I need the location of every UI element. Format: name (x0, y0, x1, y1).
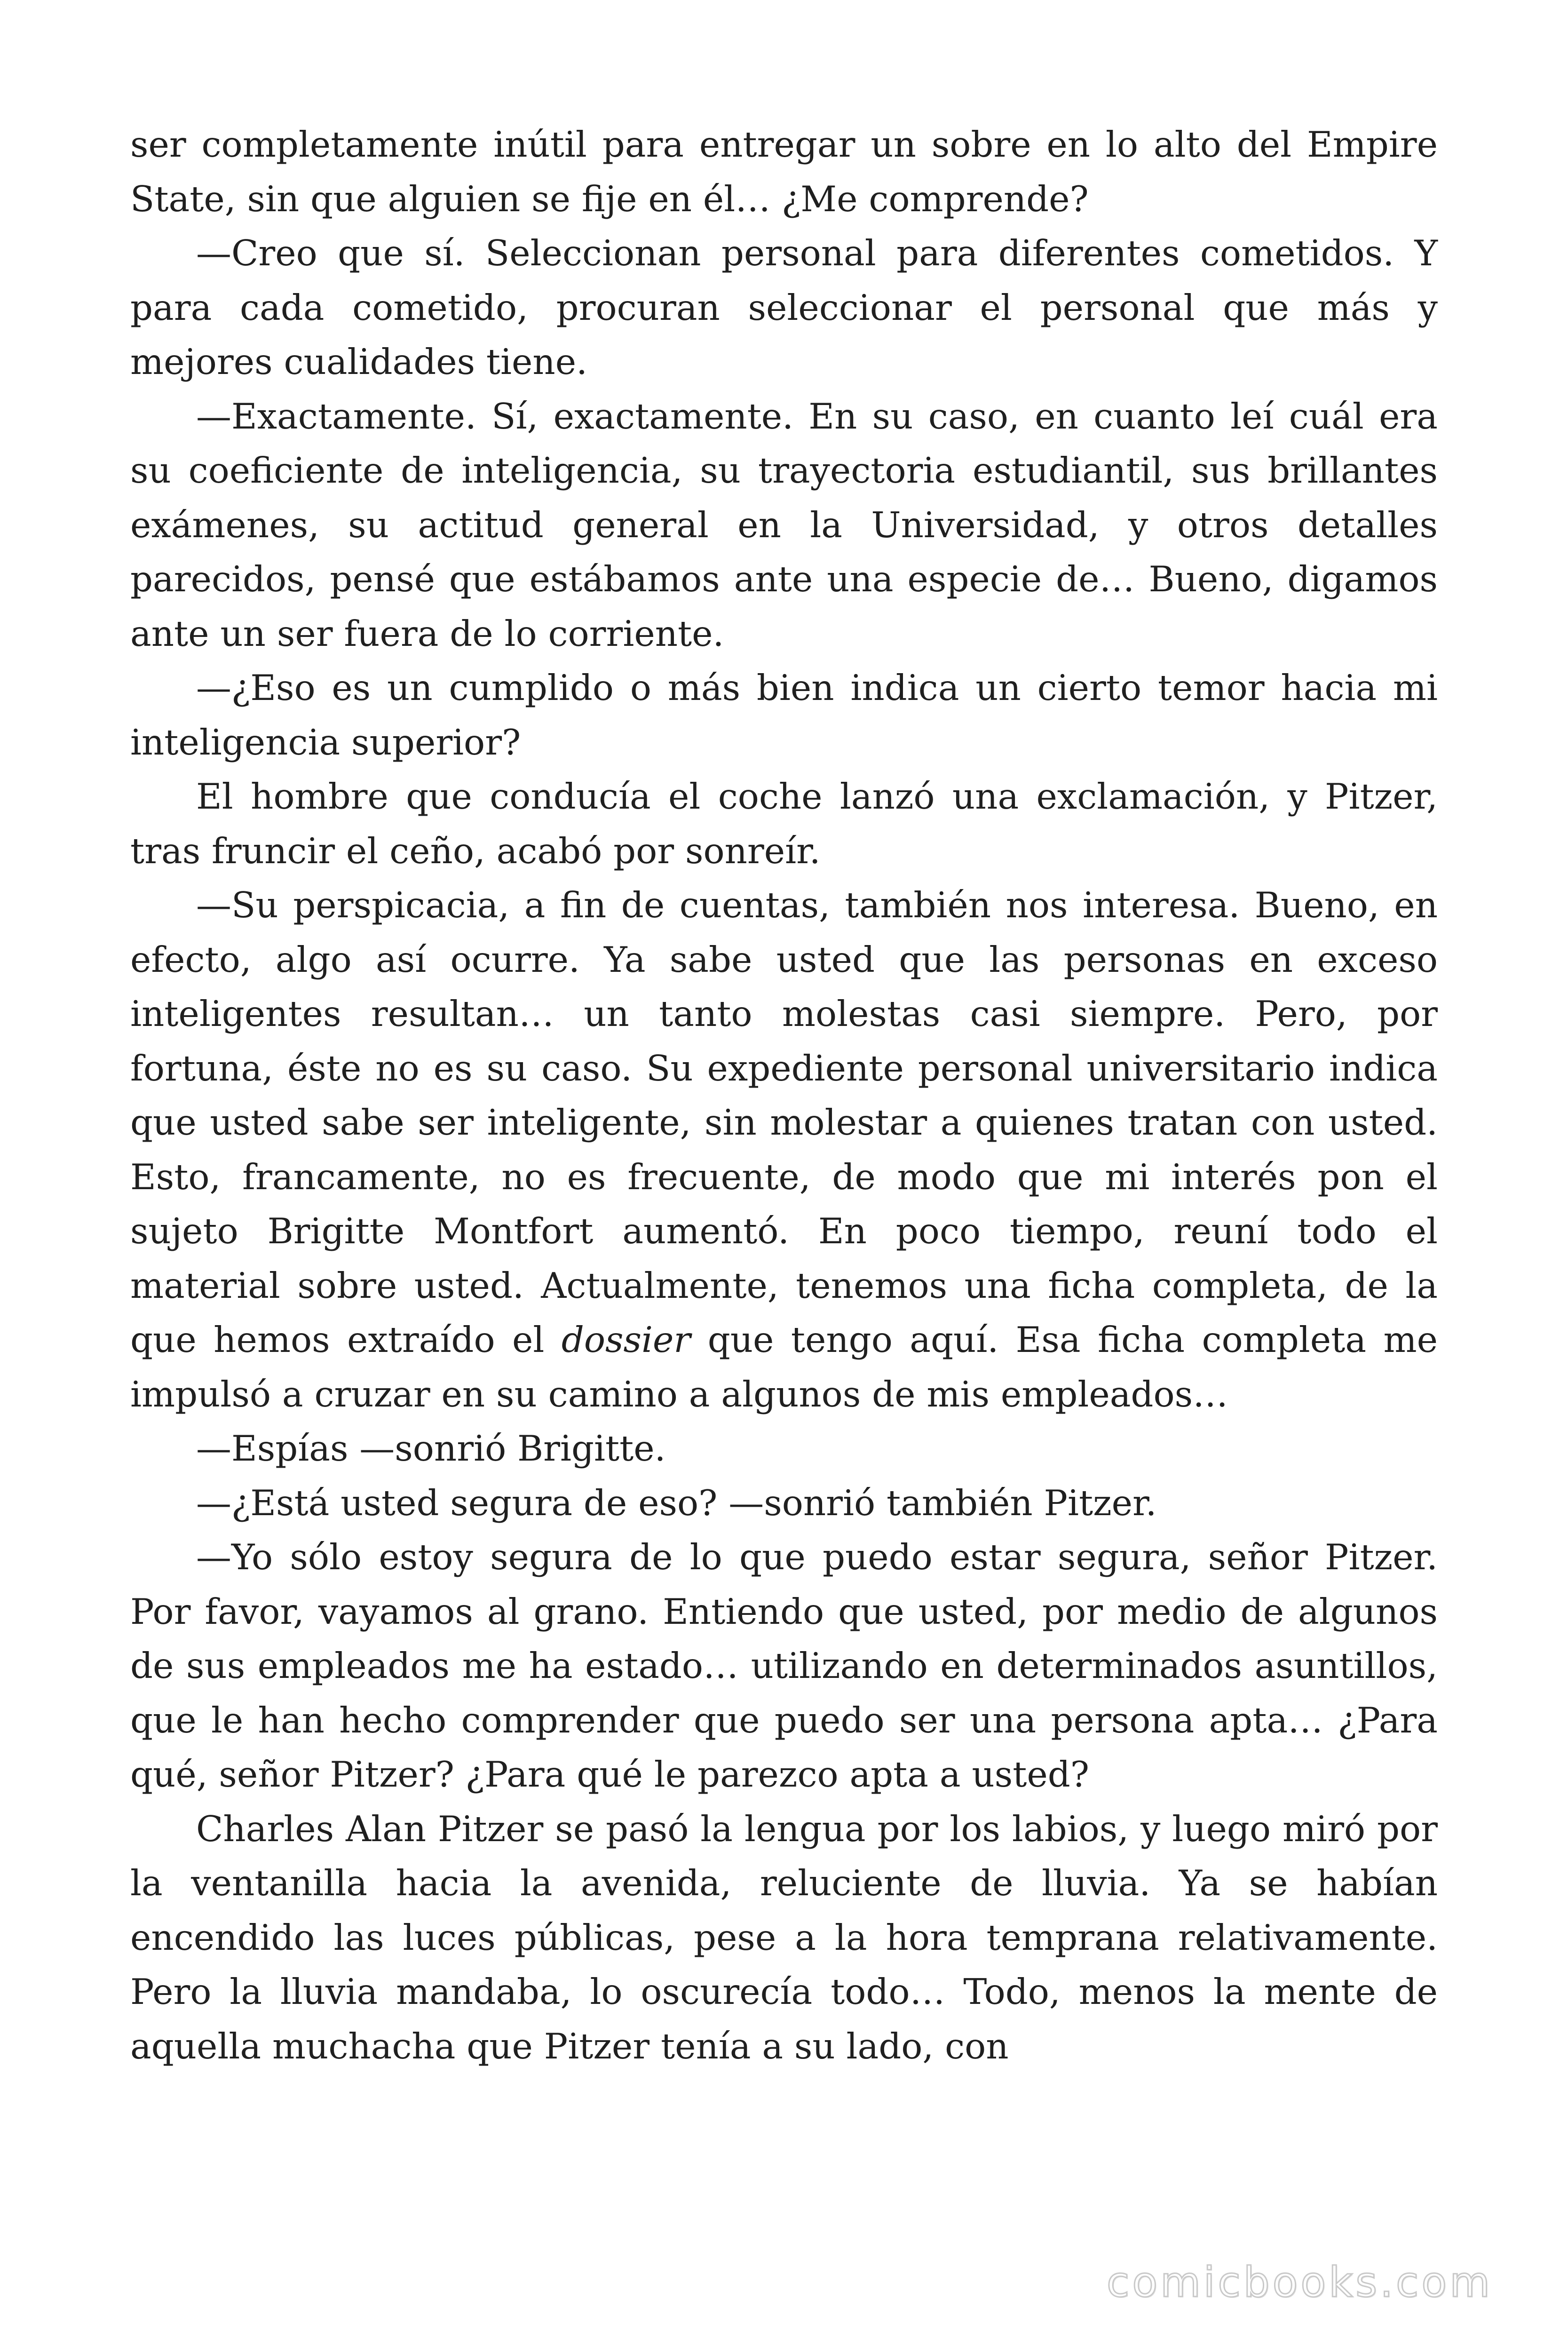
paragraph-1: ser completamente inútil para entregar un sobre en lo alto del Empire State, sin que alguien se fije en él… ¿Me comprende? (130, 124, 1438, 220)
paragraph-7: —Espías —sonrió Brigitte. (196, 1428, 666, 1469)
paragraph-3: —Exactamente. Sí, exactamente. En su caso, en cuanto leí cuál era su coeficiente de inteligencia, su trayectoria estudiantil, sus brillantes exámenes, su actitud general en la Universidad, y otros detalles parecidos, pensé que estábamos ante una especie de… Bueno, digamos ante un ser fuera de lo corriente. (130, 395, 1438, 654)
site-watermark: comicbooks.com (1106, 2258, 1493, 2306)
paragraph-2: —Creo que sí. Seleccionan personal para diferentes cometidos. Y para cada cometido, procuran seleccionar el personal que más y mejores cualidades tiene. (130, 232, 1438, 382)
paragraph-6-text-end: que tengo aquí. Esa ficha completa me impulsó a cruzar en su camino a algunos de mis empleados… (130, 1319, 1438, 1415)
paragraph-6-text-start: —Su perspicacia, a fin de cuentas, también nos interesa. Bueno, en efecto, algo así ocurre. Ya sabe usted que las personas en exceso inteligentes resultan… un tanto molestas casi siempre. Pero, por fortuna, éste no es su caso. Su expediente personal universitario indica que usted sabe ser inteligente, sin molestar a quienes tratan con usted. Esto, francamente, no es frecuente, de modo que mi interés pon el sujeto Brigitte Montfort aumentó. En poco tiempo, reuní todo el material sobre usted. Actualmente, tenemos una ficha completa, de la que hemos extraído el (130, 884, 1438, 1360)
paragraph-4: —¿Eso es un cumplido o más bien indica un cierto temor hacia mi inteligencia superior? (130, 667, 1438, 763)
book-page-body (130, 118, 1438, 2074)
paragraph-9: —Yo sólo estoy segura de lo que puedo estar segura, señor Pitzer. Por favor, vayamos al grano. Entiendo que usted, por medio de algunos de sus empleados me ha estado… utilizando en determinados asuntillos, que le han hecho comprender que puedo ser una persona apta… ¿Para qué, señor Pitzer? ¿Para qué le parezco apta a usted? (130, 1536, 1438, 1795)
paragraph-6-italic-word: dossier (561, 1319, 691, 1360)
paragraph-10: Charles Alan Pitzer se pasó la lengua por los labios, y luego miró por la ventanilla hacia la avenida, reluciente de lluvia. Ya se habían encendido las luces públicas, pese a la hora temprana relativamente. Pero la lluvia mandaba, lo oscurecía todo… Todo, menos la mente de aquella muchacha que Pitzer tenía a su lado, con (130, 1808, 1438, 2067)
paragraph-6 (130, 878, 1438, 1422)
paragraph-8: —¿Está usted segura de eso? —sonrió también Pitzer. (196, 1482, 1157, 1524)
paragraph-5: El hombre que conducía el coche lanzó una exclamación, y Pitzer, tras fruncir el ceño, acabó por sonreír. (130, 776, 1438, 872)
